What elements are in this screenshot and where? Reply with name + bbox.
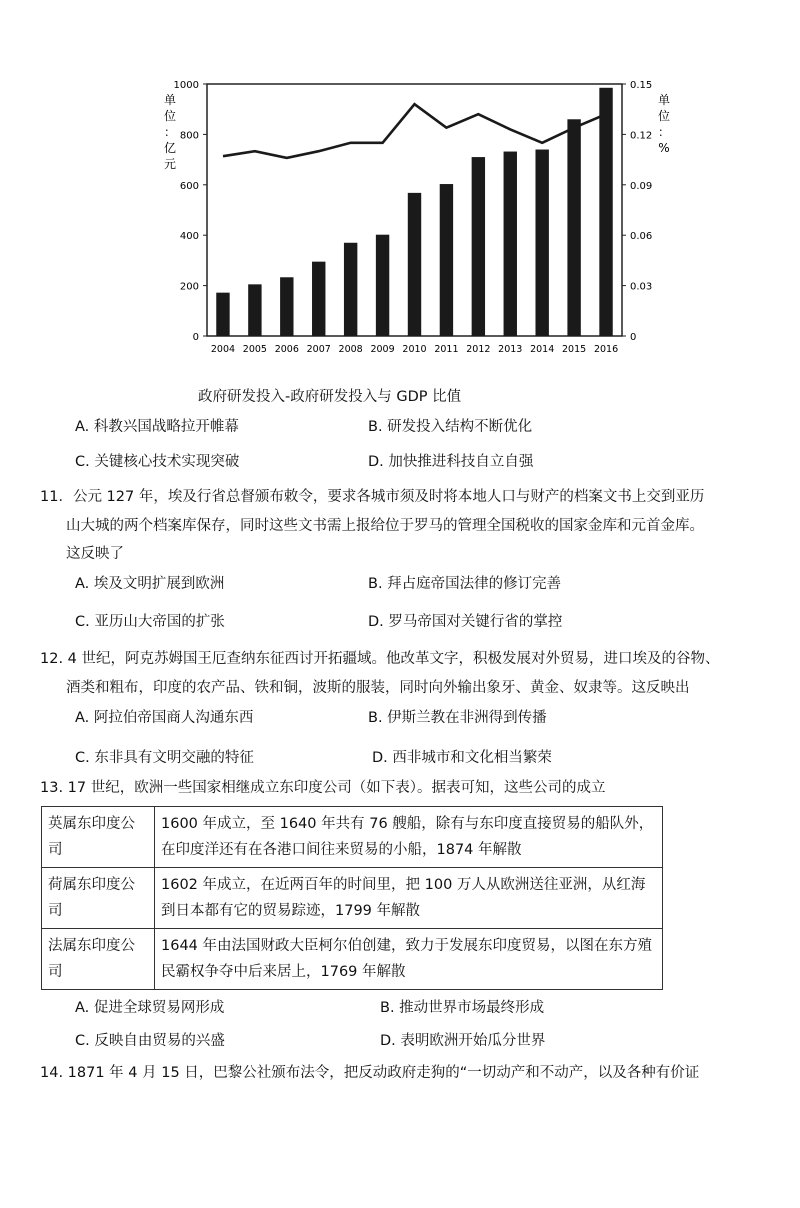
q10-option-d: D. 加快推进科技自立自强	[368, 454, 534, 470]
q12-stem-line1: 12. 4 世纪，阿克苏姆国王厄查纳东征西讨开拓疆域。他改革文字，积极发展对外贸易，进口埃及的谷物、	[40, 651, 720, 667]
right-tick-label: 0.12	[630, 130, 653, 142]
company-name-cell: 荷属东印度公司	[42, 868, 155, 929]
q13-option-a: A. 促进全球贸易网形成	[75, 1000, 225, 1016]
q11-stem-line2: 山大城的两个档案库保存，同时这些文书需上报给位于罗马的管理全国税收的国家金库和元首金库。	[66, 518, 704, 534]
company-desc-cell: 1600 年成立，至 1640 年共有 76 艘船，除有与东印度直接贸易的船队外，在印度洋还有在各港口间往来贸易的小船，1874 年解散	[155, 807, 663, 868]
bar-2005	[248, 284, 261, 336]
right-tick-label: 0.15	[630, 80, 653, 91]
bar-2012	[472, 157, 485, 336]
q12-option-d: D. 西非城市和文化相当繁荣	[372, 750, 552, 766]
right-axis-label-char: %	[658, 141, 670, 155]
q11-option-b: B. 拜占庭帝国法律的修订完善	[368, 576, 562, 592]
bar-2004	[216, 293, 229, 336]
company-desc-cell: 1602 年成立，在近两百年的时间里，把 100 万人从欧洲送往亚洲，从红海到日本都有它的贸易踪迹，1799 年解散	[155, 868, 663, 929]
x-tick-label: 2007	[306, 344, 331, 355]
chart-svg	[152, 58, 671, 373]
right-axis-label-char: 位	[657, 109, 671, 123]
table-row	[42, 868, 663, 929]
bar-2008	[344, 243, 357, 336]
x-tick-label: 2013	[498, 344, 523, 355]
q11-option-a: A. 埃及文明扩展到欧洲	[75, 576, 225, 592]
right-tick-label: 0.09	[630, 180, 653, 192]
rd-investment-chart	[152, 58, 671, 373]
east-india-company-table	[41, 806, 663, 990]
x-tick-label: 2004	[210, 344, 236, 355]
q11-stem-line3: 这反映了	[66, 546, 124, 562]
left-tick-label: 400	[179, 231, 199, 243]
q11-option-c: C. 亚历山大帝国的扩张	[75, 614, 225, 630]
right-tick-label: 0.06	[630, 231, 653, 243]
x-tick-label: 2016	[593, 344, 619, 355]
q13-option-d: D. 表明欧洲开始瓜分世界	[380, 1033, 546, 1049]
q10-option-a: A. 科教兴国战略拉开帷幕	[75, 419, 239, 435]
company-name-cell: 英属东印度公司	[42, 807, 155, 868]
left-tick-label: 200	[179, 281, 199, 293]
right-axis-label-char: 单	[657, 93, 671, 107]
bar-2006	[280, 277, 293, 336]
right-tick-label: 0	[630, 332, 637, 343]
bar-2015	[567, 119, 580, 336]
left-axis-label-char: ：	[163, 125, 177, 139]
q13-option-c: C. 反映自由贸易的兴盛	[75, 1033, 225, 1049]
q10-option-b: B. 研发投入结构不断优化	[368, 419, 533, 435]
x-tick-label: 2009	[370, 344, 395, 355]
table-row	[42, 929, 663, 990]
left-tick-label: 0	[192, 332, 199, 343]
q12-option-b: B. 伊斯兰教在非洲得到传播	[368, 710, 547, 726]
left-tick-label: 1000	[173, 80, 199, 91]
company-name-cell: 法属东印度公司	[42, 929, 155, 990]
bar-2016	[599, 88, 612, 336]
q12-option-c: C. 东非具有文明交融的特征	[75, 750, 254, 766]
left-tick-label: 800	[179, 130, 199, 142]
chart-caption: 政府研发投入-政府研发投入与 GDP 比值	[198, 389, 462, 405]
bar-2014	[535, 150, 548, 336]
x-tick-label: 2014	[530, 344, 555, 355]
q14-stem-line1: 14. 1871 年 4 月 15 日，巴黎公社颁布法令，把反动政府走狗的“一切动产和不动产，以及各种有价证	[40, 1065, 700, 1081]
bar-2007	[312, 262, 325, 336]
q12-option-a: A. 阿拉伯帝国商人沟通东西	[75, 710, 254, 726]
q13-stem-line1: 13. 17 世纪，欧洲一些国家相继成立东印度公司（如下表）。据表可知，这些公司的成立	[40, 780, 606, 796]
x-tick-label: 2008	[338, 344, 363, 355]
left-axis-label-char: 单	[163, 93, 177, 107]
x-tick-label: 2012	[466, 344, 491, 355]
x-tick-label: 2011	[434, 344, 459, 355]
q11-option-d: D. 罗马帝国对关键行省的掌控	[368, 614, 563, 630]
bar-2010	[408, 193, 421, 336]
x-tick-label: 2006	[274, 344, 299, 355]
left-tick-label: 600	[179, 180, 199, 192]
q11-stem-line1: 11．公元 127 年，埃及行省总督颁布敕令，要求各城市须及时将本地人口与财产的档案文书上交到亚历	[40, 489, 705, 505]
x-tick-label: 2005	[242, 344, 267, 355]
company-desc-cell: 1644 年由法国财政大臣柯尔伯创建，致力于发展东印度贸易，以图在东方殖民霸权争夺中后来居上，1769 年解散	[155, 929, 663, 990]
bar-2013	[504, 152, 517, 336]
left-axis-label-char: 元	[163, 157, 177, 171]
left-axis-label-char: 亿	[163, 141, 177, 155]
left-axis-label-char: 位	[163, 109, 177, 123]
bar-2009	[376, 235, 389, 336]
right-axis-label-char: ：	[657, 125, 671, 139]
x-tick-label: 2010	[402, 344, 427, 355]
q10-option-c: C. 关键核心技术实现突破	[75, 454, 240, 470]
table-row	[42, 807, 663, 868]
bar-2011	[440, 184, 453, 336]
q13-option-b: B. 推动世界市场最终形成	[380, 1000, 545, 1016]
q12-stem-line2: 酒类和粗布，印度的农产品、铁和铜，波斯的服装，同时向外输出象牙、黄金、奴隶等。这反映出	[66, 680, 690, 696]
right-tick-label: 0.03	[630, 281, 653, 293]
x-tick-label: 2015	[562, 344, 587, 355]
